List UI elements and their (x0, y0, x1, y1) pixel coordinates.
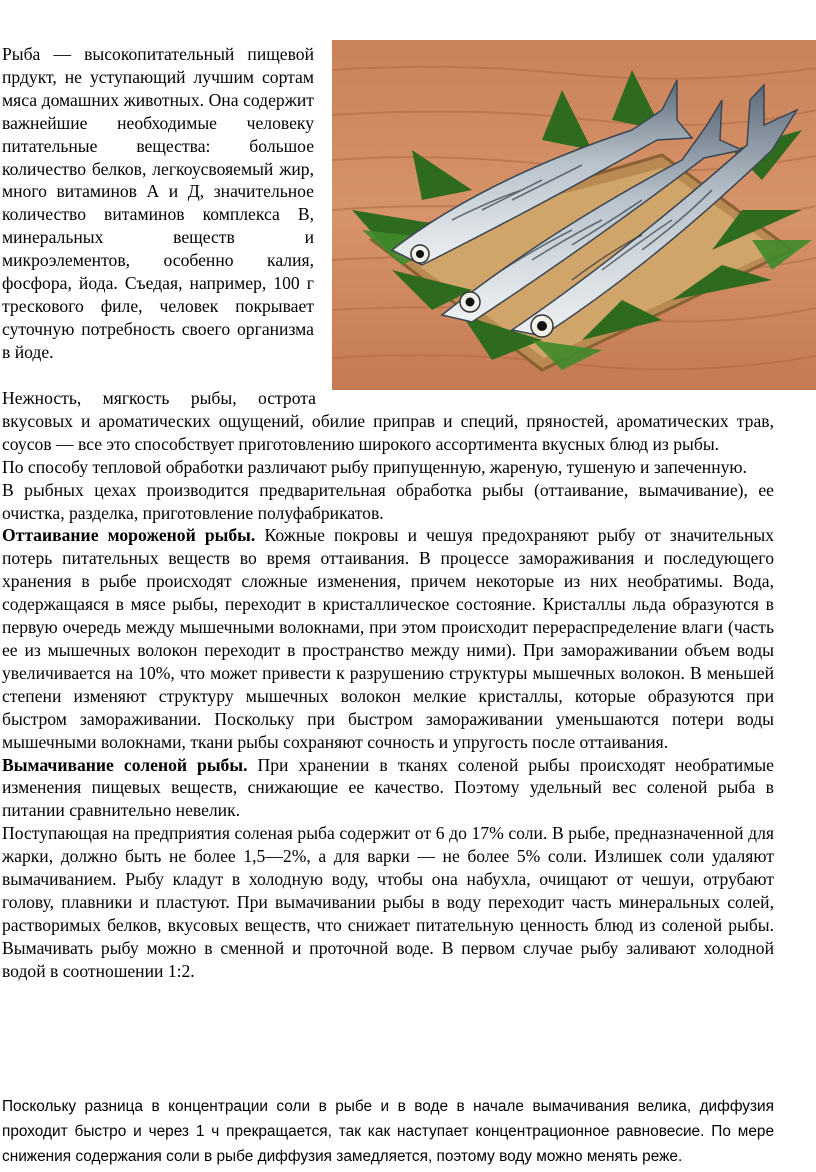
paragraph-tenderness (2, 387, 774, 456)
intro-paragraph: Рыба — высокопитательный пищевой прдукт, не уступающий лучшим сортам мяса домашних животных. Она содержит важнейшие необходимые человеку питательные вещества: большое количество белков, легкоусвояемый жир, много витаминов А и Д, значительное количество витаминов комплекса В, минеральных веществ и микроэлементов, особенно калия, фосфора, йода. Съедая, например, 100 г трескового филе, человек покрывает суточную потребность своего организма в йоде. (2, 44, 314, 362)
paragraph-heat-treatment: По способу тепловой обработки различают рыбу припущенную, жареную, тушеную и запеченную. (2, 456, 747, 477)
paragraph-tenderness-text: Нежность, мягкость рыбы, острота вкусовых и ароматических ощущений, обилие приправ и специй, пряностей, ароматических трав, соусов — все это способствует приготовлению широкого ассортимента вкусных блюд из рыбы. (2, 388, 774, 454)
paragraph-diffusion: Поскольку разница в концентрации соли в рыбе и в воде в начале вымачивания велика, диффузия проходит быстро и через 1 ч прекращается, так как наступает концентрационное равновесие. По мере снижения содержания соли в рыбе диффузия замедляется, поэтому воду можно менять реже. (2, 1098, 774, 1165)
paragraph-fish-shops: В рыбных цехах производится предварительная обработка рыбы (оттаивание, вымачивание), ее очистка, разделка, приготовление полуфабрикатов. (2, 479, 774, 523)
fish-photo (332, 40, 816, 390)
section-soaking (2, 754, 774, 823)
image-wrap-gap (316, 387, 774, 409)
text-thawing: Кожные покровы и чешуя предохраняют рыбу от значительных потерь питательных веществ во время оттаивания. В процессе замораживания и последующего хранения в рыбе происходят сложные изменения, причем некоторые из них необратимы. Вода, содержащаяся в мясе рыбы, переходит в кристаллическое состояние. Кристаллы льда образуются в первую очередь между мышечными волокнами, при этом происходит перераспределение влаги (часть ее из мышечных волокон переходит в пространство между ними). При замораживании объем воды увеличивается на 10%, что может привести к разрушению структуры мышечных волокон. В меньшей степени изменяют структуру мышечных волокон мелкие кристаллы, которые образуются при быстром замораживании. Поскольку при быстром замораживании уменьшаются потери воды мышечными волокнами, ткани рыбы сохраняют сочность и упругость после оттаивания. (2, 525, 774, 752)
heading-thawing: Оттаивание мороженой рыбы. (2, 525, 256, 546)
main-text (2, 387, 774, 983)
paragraph-salt-content: Поступающая на предприятия соленая рыба содержит от 6 до 17% соли. В рыбе, предназначенной для жарки, должно быть не более 1,5—2%, а для варки — не более 5% соли. Излишек соли удаляют вымачиванием. Рыбу кладут в холодную воду, чтобы она набухла, очищают от чешуи, отрубают голову, плавники и пластуют. При вымачивании рыбы в воду переходит часть минеральных солей, растворимых белков, вкусовых веществ, что снижает питательную ценность блюд из соленой рыбы. Вымачивать рыбу можно в сменной и проточной воде. В первом случае рыбу заливают холодной водой в соотношении 1:2. (2, 823, 774, 981)
heading-soaking: Вымачивание соленой рыбы. (2, 754, 248, 775)
intro-block (2, 43, 314, 364)
section-thawing (2, 524, 774, 753)
text-soaking: При хранении в тканях соленой рыбы происходят необратимые изменения пищевых веществ, снижающие ее качество. Поэтому удельный вес соленой рыба в питании сравнительно невелик. (2, 754, 774, 821)
